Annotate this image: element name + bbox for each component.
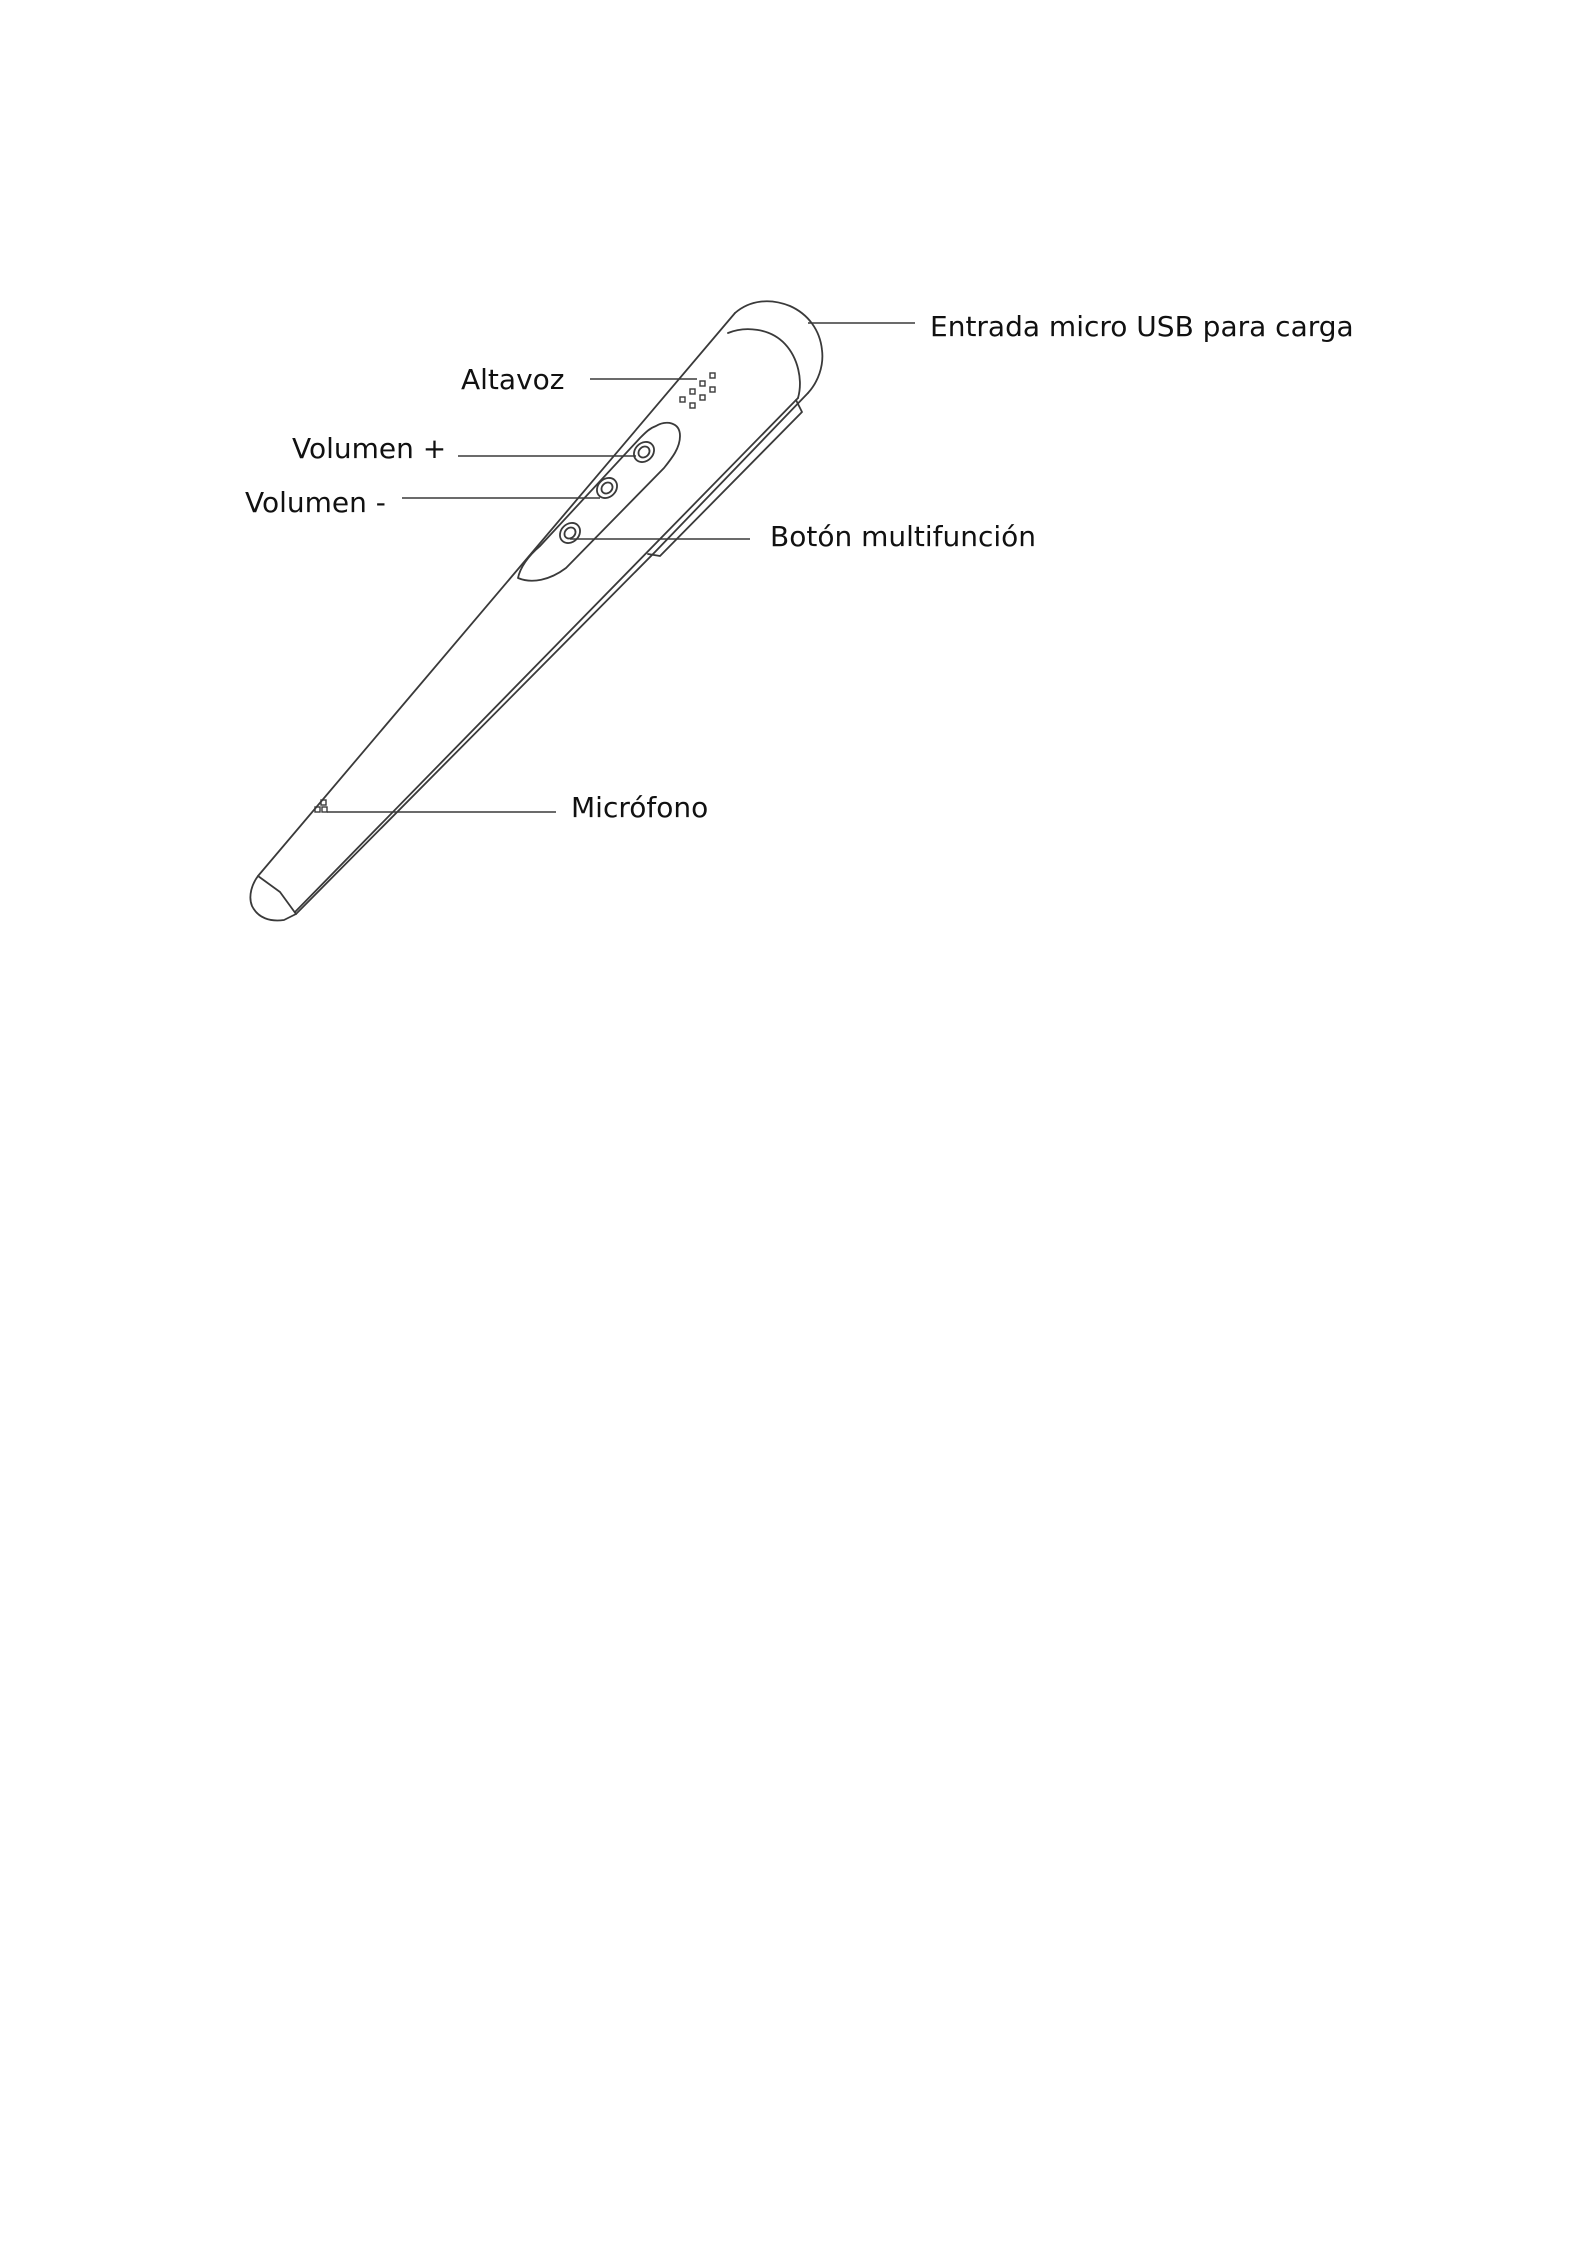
usb-label: Entrada micro USB para carga [930,310,1354,343]
pen-tip [250,876,296,920]
pen-cap-inner [728,329,800,398]
volume-down-label: Volumen - [245,486,386,519]
pen-edge-front [295,398,798,912]
pen-cap [735,301,822,393]
volume-up-label: Volumen + [292,432,447,465]
volume-up-button-icon [630,438,658,466]
speaker-label: Altavoz [461,363,565,396]
multifunction-label: Botón multifunción [770,520,1037,553]
button-panel [518,423,680,581]
pen-edge-right [296,393,808,914]
microphone-label: Micrófono [571,791,709,824]
